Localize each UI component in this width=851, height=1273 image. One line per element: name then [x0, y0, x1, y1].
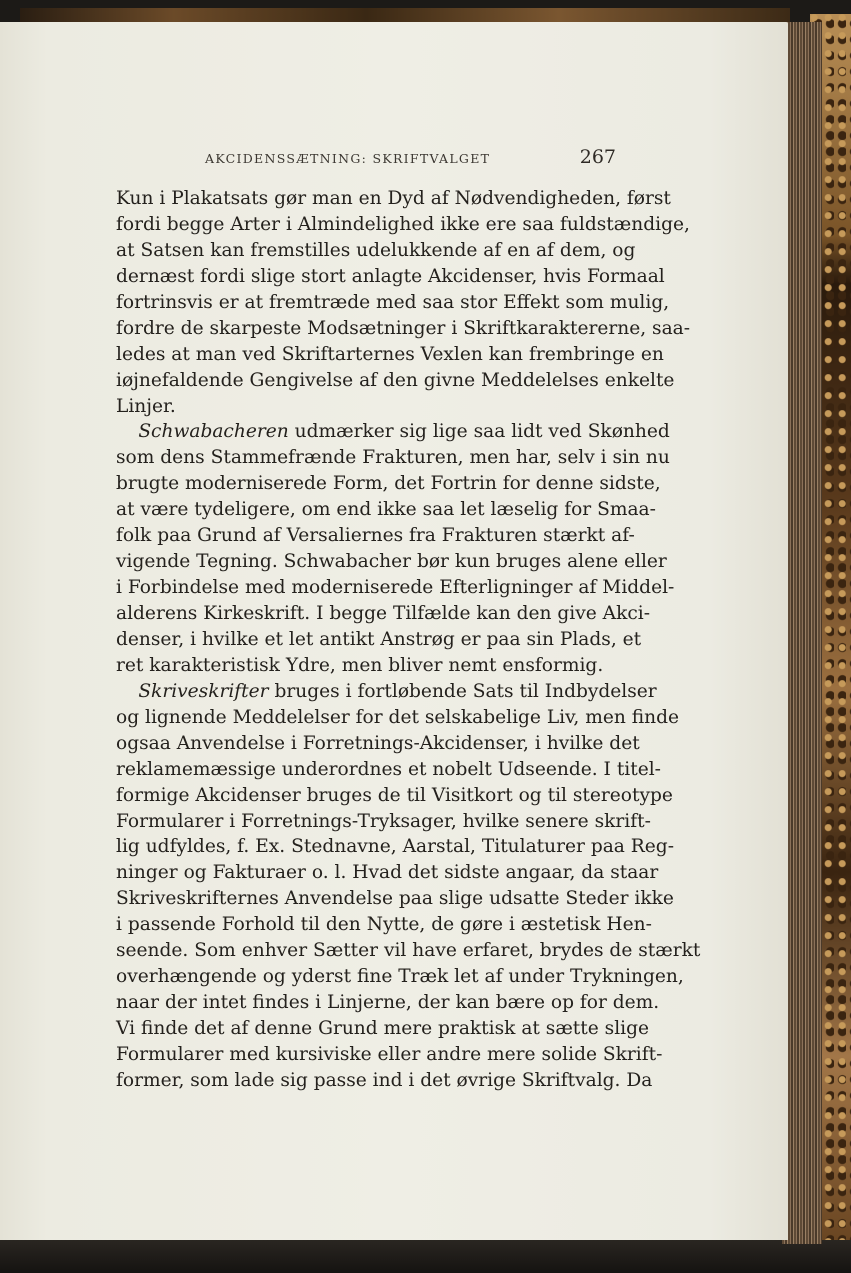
text-line: Linjer.	[116, 395, 176, 417]
text-line: iøjnefaldende Gengivelse af den givne Meddelelses enkelte	[116, 369, 675, 391]
text-line: formige Akcidenser bruges de til Visitkort og til stereotype	[116, 784, 673, 806]
text-line: alderens Kirkeskrift. I begge Tilfælde kan den give Akci-	[116, 603, 651, 624]
text-line: dernæst fordi slige stort anlagte Akcidenser, hvis Formaal	[116, 265, 665, 287]
running-title: AKCIDENSSÆTNING: SKRIFTVALGET	[205, 151, 491, 166]
text-line: Formularer med kursiviske eller andre mere solide Skrift-	[116, 1043, 663, 1065]
text-line: ret karakteristisk Ydre, men bliver nemt ensformig.	[116, 654, 604, 676]
text-line: brugte moderniserede Form, det Fortrin for denne sidste,	[116, 473, 661, 495]
text-line: Skriveskrifter bruges i fortløbende Sats til Indbydelser	[138, 680, 657, 702]
italic-term: Skriveskrifter	[138, 680, 269, 702]
text-line: Skriveskrifternes Anvendelse paa slige udsatte Steder ikke	[116, 888, 674, 910]
text-line: reklamemæssige underordnes et nobelt Udseende. I titel-	[116, 758, 661, 780]
text-line: seende. Som enhver Sætter vil have erfaret, brydes de stærkt	[116, 940, 701, 962]
text-line: og lignende Meddelelser for det selskabelige Liv, men finde	[116, 706, 680, 728]
text-line: ogsaa Anvendelse i Forretnings-Akcidenser, i hvilke det	[116, 732, 640, 754]
text-line: som dens Stammefrænde Frakturen, men har, selv i sin nu	[116, 447, 670, 469]
text-line: Formularer i Forretnings-Tryksager, hvilke senere skrift-	[116, 810, 651, 832]
text-line: ledes at man ved Skriftarternes Vexlen kan frembringe en	[116, 343, 664, 365]
scan-bottom-edge	[0, 1238, 851, 1273]
text-line: at være tydeligere, om end ikke saa let læselig for Smaa-	[116, 499, 656, 521]
running-head	[205, 148, 616, 172]
text-line: folk paa Grund af Versaliernes fra Frakturen stærkt af-	[116, 525, 635, 547]
text-line: fordre de skarpeste Modsætninger i Skriftkaraktererne, saa-	[116, 317, 691, 339]
text-line: ninger og Fakturaer o. l. Hvad det sidste angaar, da staar	[116, 862, 659, 884]
text-line: Kun i Plakatsats gør man en Dyd af Nødvendigheden, først	[116, 188, 671, 209]
text-line: vigende Tegning. Schwabacher bør kun bruges alene eller	[116, 551, 667, 573]
text-line: Schwabacheren udmærker sig lige saa lidt ved Skønhed	[138, 421, 670, 443]
text-line: Vi finde det af denne Grund mere praktisk at sætte slige	[116, 1018, 649, 1039]
text-line: denser, i hvilke et let antikt Anstrøg er paa sin Plads, et	[116, 628, 642, 650]
text-line: i Forbindelse med moderniserede Efterligninger af Middel-	[116, 577, 675, 599]
text-line: at Satsen kan fremstilles udelukkende af en af dem, og	[116, 239, 636, 261]
text-line: fordi begge Arter i Almindelighed ikke ere saa fuldstændige,	[116, 213, 690, 235]
text-line: lig udfyldes, f. Ex. Stednavne, Aarstal, Titulaturer paa Reg-	[116, 836, 674, 858]
body-text	[116, 186, 701, 1094]
italic-term: Schwabacheren	[138, 421, 289, 443]
text-line: former, som lade sig passe ind i det øvrige Skriftvalg. Da	[116, 1069, 653, 1091]
text-line: i passende Forhold til den Nytte, de gøre i æstetisk Hen-	[116, 914, 652, 936]
text-line: fortrinsvis er at fremtræde med saa stor Effekt som mulig,	[116, 291, 670, 313]
text-line: naar der intet findes i Linjerne, der kan bære op for dem.	[116, 992, 660, 1014]
text-line: overhængende og yderst fine Træk let af under Trykningen,	[116, 966, 684, 988]
page-fore-edge	[782, 22, 822, 1244]
page-number: 267	[579, 146, 616, 168]
